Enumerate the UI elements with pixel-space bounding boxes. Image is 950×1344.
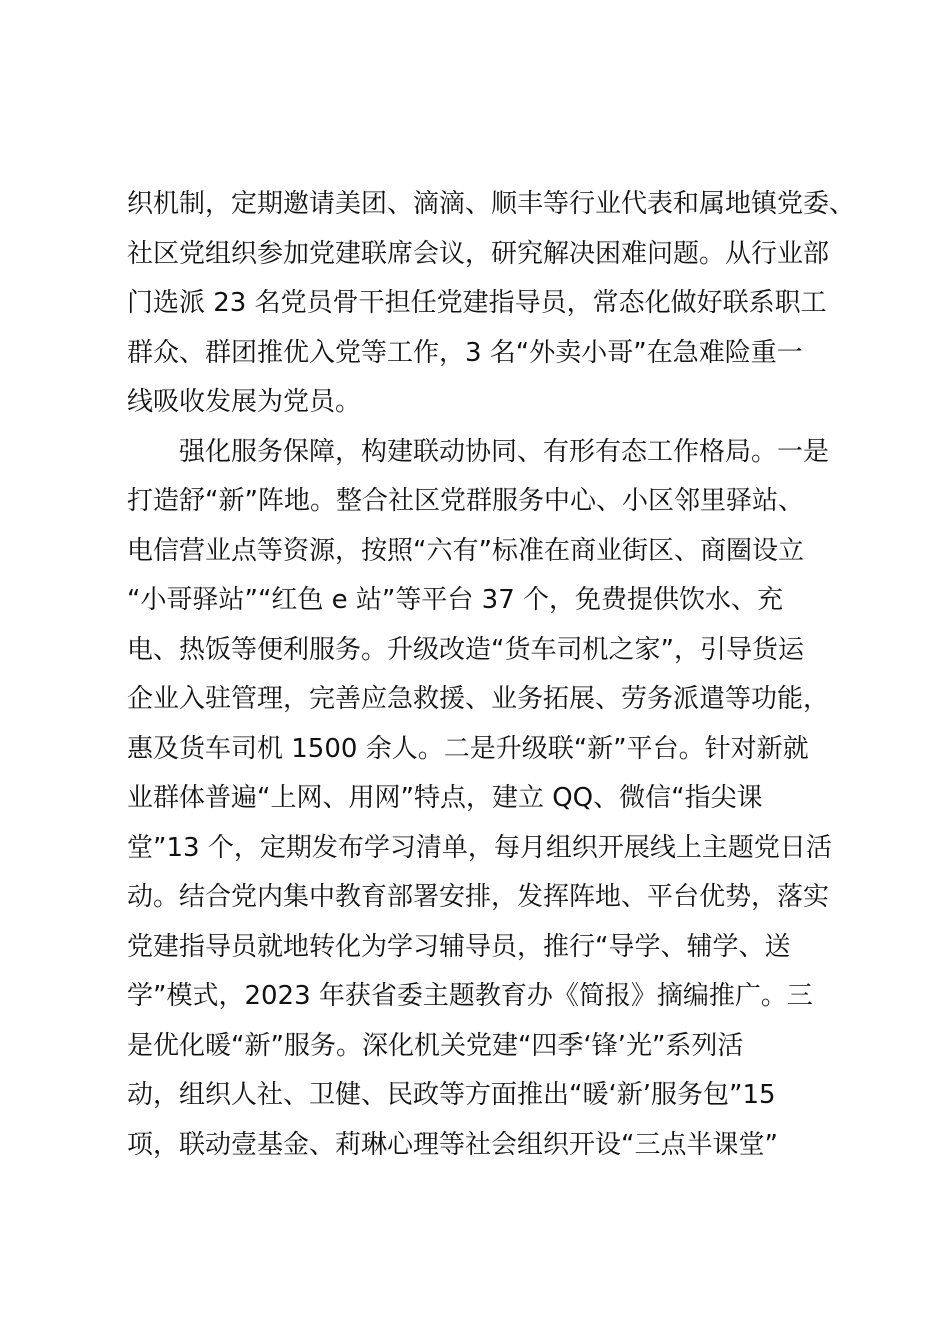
text-line: 企业入驻管理，完善应急救援、业务拓展、劳务派遣等功能，: [127, 684, 830, 714]
text-line: 门选派 23 名党员骨干担任党建指导员，常态化做好联系职工: [127, 288, 827, 318]
text-line: 电信营业点等资源，按照“六有”标准在商业街区、商圈设立: [127, 535, 804, 566]
text-line: 业群体普遍“上网、用网”特点，建立 QQ、微信“指尖课: [127, 783, 763, 813]
text-line: 是优化暖“新”服务。深化机关党建“四季‘锋’光”系列活: [127, 1030, 744, 1061]
text-line: 动，组织人社、卫健、民政等方面推出“暖‘新’服务包”15: [127, 1080, 776, 1110]
text-line: 动。结合党内集中教育部署安排，发挥阵地、平台优势，落实: [127, 882, 830, 912]
text-line: 打造舒“新”阵地。整合社区党群服务中心、小区邻里驿站、: [127, 486, 804, 516]
paragraph-first-line: 强化服务保障，构建联动协同、有形有态工作格局。一是: [179, 436, 830, 467]
text-line: 堂”13 个，定期发布学习清单，每月组织开展线上主题党日活: [127, 832, 832, 863]
text-line: 党建指导员就地转化为学习辅导员，推行“导学、辅学、送: [127, 931, 791, 962]
text-line: 电、热饭等便利服务。升级改造“货车司机之家”，引导货运: [127, 634, 804, 665]
body-text: [127, 180, 856, 1170]
text-line: 织机制，定期邀请美团、滴滴、顺丰等行业代表和属地镇党委、: [127, 189, 856, 219]
text-line: 项，联动壹基金、莉琳心理等社会组织开设“三点半课堂”: [127, 1129, 778, 1160]
text-line: 线吸收发展为党员。: [127, 387, 362, 417]
text-line: “小哥驿站”“红色 e 站”等平台 37 个，免费提供饮水、充: [127, 585, 784, 615]
text-line: 惠及货车司机 1500 余人。二是升级联“新”平台。针对新就: [127, 733, 809, 764]
text-line: 社区党组织参加党建联席会议，研究解决困难问题。从行业部: [127, 238, 830, 269]
text-line: 学”模式，2023 年获省委主题教育办《简报》摘编推广。三: [127, 981, 813, 1011]
text-line: 群众、群团推优入党等工作，3 名“外卖小哥”在急难险重一: [127, 337, 803, 368]
